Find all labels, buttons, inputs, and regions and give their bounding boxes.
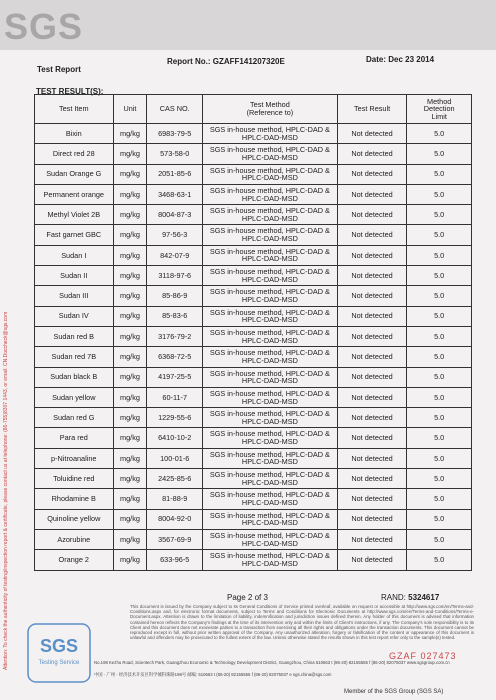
cell-detection-limit: 5.0 bbox=[407, 205, 472, 225]
cell-cas-no: 6983-79-5 bbox=[147, 124, 203, 144]
cell-detection-limit: 5.0 bbox=[407, 326, 472, 346]
cell-test-result: Not detected bbox=[337, 266, 407, 286]
cell-cas-no: 2051-85-6 bbox=[147, 164, 203, 184]
table-row bbox=[35, 326, 472, 346]
cell-test-result: Not detected bbox=[337, 326, 407, 346]
cell-test-method: SGS in-house method, HPLC-DAD & HPLC-DAD-MSD bbox=[203, 205, 338, 225]
cell-cas-no: 97-56-3 bbox=[147, 225, 203, 245]
page-number: Page 2 of 3 bbox=[227, 593, 268, 602]
serial-number: GZAF 027473 bbox=[389, 651, 457, 661]
cell-test-item: Sudan IV bbox=[35, 306, 114, 326]
cell-cas-no: 4197-25-5 bbox=[147, 367, 203, 387]
cell-test-result: Not detected bbox=[337, 428, 407, 448]
cell-detection-limit: 5.0 bbox=[407, 347, 472, 367]
cell-detection-limit: 5.0 bbox=[407, 367, 472, 387]
cell-detection-limit: 5.0 bbox=[407, 164, 472, 184]
cell-unit: mg/kg bbox=[113, 347, 147, 367]
cell-detection-limit: 5.0 bbox=[407, 124, 472, 144]
table-body bbox=[35, 124, 472, 571]
cell-test-method: SGS in-house method, HPLC-DAD & HPLC-DAD-MSD bbox=[203, 164, 338, 184]
cell-unit: mg/kg bbox=[113, 205, 147, 225]
table-row bbox=[35, 469, 472, 489]
cell-test-method: SGS in-house method, HPLC-DAD & HPLC-DAD-MSD bbox=[203, 408, 338, 428]
results-title: TEST RESULT(S): bbox=[36, 87, 104, 96]
cell-test-result: Not detected bbox=[337, 367, 407, 387]
cell-test-result: Not detected bbox=[337, 306, 407, 326]
cell-test-method: SGS in-house method, HPLC-DAD & HPLC-DAD-MSD bbox=[203, 469, 338, 489]
report-date: Date: Dec 23 2014 bbox=[366, 55, 435, 64]
cell-unit: mg/kg bbox=[113, 550, 147, 570]
cell-test-result: Not detected bbox=[337, 408, 407, 428]
cell-unit: mg/kg bbox=[113, 266, 147, 286]
cell-cas-no: 6368-72-5 bbox=[147, 347, 203, 367]
cell-test-method: SGS in-house method, HPLC-DAD & HPLC-DAD-MSD bbox=[203, 306, 338, 326]
cell-detection-limit: 5.0 bbox=[407, 245, 472, 265]
cell-test-result: Not detected bbox=[337, 469, 407, 489]
member-note: Member of the SGS Group (SGS SA) bbox=[344, 689, 444, 695]
cell-test-item: Toluidine red bbox=[35, 469, 114, 489]
cell-test-method: SGS in-house method, HPLC-DAD & HPLC-DAD-MSD bbox=[203, 347, 338, 367]
cell-unit: mg/kg bbox=[113, 469, 147, 489]
table-row bbox=[35, 286, 472, 306]
table-row bbox=[35, 266, 472, 286]
cell-unit: mg/kg bbox=[113, 367, 147, 387]
cell-test-result: Not detected bbox=[337, 509, 407, 529]
seal-label: Testing Service bbox=[38, 660, 80, 666]
cell-test-result: Not detected bbox=[337, 245, 407, 265]
cell-test-item: Sudan Orange G bbox=[35, 164, 114, 184]
cell-test-item: Direct red 28 bbox=[35, 144, 114, 164]
cell-test-method: SGS in-house method, HPLC-DAD & HPLC-DAD-MSD bbox=[203, 428, 338, 448]
cell-test-method: SGS in-house method, HPLC-DAD & HPLC-DAD-MSD bbox=[203, 550, 338, 570]
table-row bbox=[35, 164, 472, 184]
results-table bbox=[34, 94, 472, 571]
header-test-method: Test Method (Reference to) bbox=[203, 95, 338, 124]
cell-cas-no: 573-58-0 bbox=[147, 144, 203, 164]
cell-detection-limit: 5.0 bbox=[407, 266, 472, 286]
cell-cas-no: 3567-69-9 bbox=[147, 529, 203, 549]
cell-test-item: Fast garnet GBC bbox=[35, 225, 114, 245]
cell-cas-no: 2425-85-6 bbox=[147, 469, 203, 489]
cell-detection-limit: 5.0 bbox=[407, 387, 472, 407]
cell-test-method: SGS in-house method, HPLC-DAD & HPLC-DAD-MSD bbox=[203, 367, 338, 387]
cell-test-item: Sudan red 7B bbox=[35, 347, 114, 367]
cell-unit: mg/kg bbox=[113, 184, 147, 204]
cell-test-method: SGS in-house method, HPLC-DAD & HPLC-DAD-MSD bbox=[203, 326, 338, 346]
cell-detection-limit: 5.0 bbox=[407, 144, 472, 164]
cell-test-method: SGS in-house method, HPLC-DAD & HPLC-DAD-MSD bbox=[203, 266, 338, 286]
cell-unit: mg/kg bbox=[113, 286, 147, 306]
cell-cas-no: 85-83-6 bbox=[147, 306, 203, 326]
cell-unit: mg/kg bbox=[113, 529, 147, 549]
rand-code bbox=[381, 593, 439, 602]
cell-test-item: p-Nitroanaline bbox=[35, 448, 114, 468]
cell-test-result: Not detected bbox=[337, 164, 407, 184]
header-unit: Unit bbox=[113, 95, 147, 124]
cell-cas-no: 842-07-9 bbox=[147, 245, 203, 265]
table-row bbox=[35, 184, 472, 204]
cell-test-item: Sudan I bbox=[35, 245, 114, 265]
cell-test-item: Sudan II bbox=[35, 266, 114, 286]
cell-test-result: Not detected bbox=[337, 144, 407, 164]
cell-cas-no: 8004-87-3 bbox=[147, 205, 203, 225]
cell-detection-limit: 5.0 bbox=[407, 306, 472, 326]
test-report-label: Test Report bbox=[37, 65, 81, 74]
report-number: Report No.: GZAFF141207320E bbox=[167, 57, 285, 66]
cell-unit: mg/kg bbox=[113, 326, 147, 346]
table-header-row bbox=[35, 95, 472, 124]
table-row bbox=[35, 245, 472, 265]
header-test-result: Test Result bbox=[337, 95, 407, 124]
table-row bbox=[35, 428, 472, 448]
address-english: No.198 Kezhu Road, Scientech Park, Guangzhou Economic & Technology Development District, Guangzhou, China 510663 t (86-20) 82155555 f (86-20) 82075037 www.sgsgroup.com.cn bbox=[94, 660, 450, 665]
cell-detection-limit: 5.0 bbox=[407, 550, 472, 570]
cell-test-item: Quinoline yellow bbox=[35, 509, 114, 529]
cell-test-result: Not detected bbox=[337, 529, 407, 549]
cell-test-item: Rhodamine B bbox=[35, 489, 114, 509]
cell-test-result: Not detected bbox=[337, 286, 407, 306]
table-row bbox=[35, 124, 472, 144]
table-row bbox=[35, 489, 472, 509]
cell-detection-limit: 5.0 bbox=[407, 489, 472, 509]
cell-test-method: SGS in-house method, HPLC-DAD & HPLC-DAD-MSD bbox=[203, 529, 338, 549]
authenticity-note: Attention: To check the authenticity of testing/inspection report & certificate, please contact us at telephone: (86-755)8307 1443, or email: CN.Doccheck@sgs.com bbox=[3, 311, 9, 670]
cell-test-method: SGS in-house method, HPLC-DAD & HPLC-DAD-MSD bbox=[203, 489, 338, 509]
cell-cas-no: 6410-10-2 bbox=[147, 428, 203, 448]
cell-unit: mg/kg bbox=[113, 124, 147, 144]
cell-test-result: Not detected bbox=[337, 225, 407, 245]
cell-test-result: Not detected bbox=[337, 489, 407, 509]
table-row bbox=[35, 448, 472, 468]
cell-cas-no: 100-01-6 bbox=[147, 448, 203, 468]
svg-text:SGS: SGS bbox=[4, 6, 84, 46]
cell-cas-no: 1229-55-6 bbox=[147, 408, 203, 428]
cell-unit: mg/kg bbox=[113, 245, 147, 265]
cell-detection-limit: 5.0 bbox=[407, 428, 472, 448]
cell-test-method: SGS in-house method, HPLC-DAD & HPLC-DAD-MSD bbox=[203, 184, 338, 204]
cell-test-item: Azorubine bbox=[35, 529, 114, 549]
cell-test-result: Not detected bbox=[337, 387, 407, 407]
cell-detection-limit: 5.0 bbox=[407, 469, 472, 489]
cell-cas-no: 3468-63-1 bbox=[147, 184, 203, 204]
cell-test-result: Not detected bbox=[337, 448, 407, 468]
header-test-item: Test Item bbox=[35, 95, 114, 124]
table-row bbox=[35, 367, 472, 387]
cell-unit: mg/kg bbox=[113, 448, 147, 468]
rand-label: RAND: bbox=[381, 593, 406, 602]
cell-test-result: Not detected bbox=[337, 347, 407, 367]
table-row bbox=[35, 550, 472, 570]
cell-unit: mg/kg bbox=[113, 225, 147, 245]
table-row bbox=[35, 347, 472, 367]
table-row bbox=[35, 225, 472, 245]
cell-test-item: Bixin bbox=[35, 124, 114, 144]
seal-logo: SGS bbox=[39, 636, 79, 656]
cell-test-item: Sudan yellow bbox=[35, 387, 114, 407]
cell-cas-no: 85-86-9 bbox=[147, 286, 203, 306]
table-row bbox=[35, 509, 472, 529]
table-row bbox=[35, 205, 472, 225]
cell-unit: mg/kg bbox=[113, 306, 147, 326]
cell-detection-limit: 5.0 bbox=[407, 509, 472, 529]
cell-test-method: SGS in-house method, HPLC-DAD & HPLC-DAD-MSD bbox=[203, 286, 338, 306]
cell-test-item: Para red bbox=[35, 428, 114, 448]
testing-service-seal bbox=[24, 620, 94, 686]
cell-test-item: Sudan black B bbox=[35, 367, 114, 387]
cell-test-method: SGS in-house method, HPLC-DAD & HPLC-DAD-MSD bbox=[203, 124, 338, 144]
header-detection-limit: Method Detection Limit bbox=[407, 95, 472, 124]
cell-test-method: SGS in-house method, HPLC-DAD & HPLC-DAD-MSD bbox=[203, 144, 338, 164]
cell-test-method: SGS in-house method, HPLC-DAD & HPLC-DAD-MSD bbox=[203, 509, 338, 529]
footer-terms: This document is issued by the Company subject to its General Conditions of Service printed overleaf, available on request or accessible at http://www.sgs.com/en/Terms-and-Conditions.aspx and, for electronic format documents, subject to Terms and Conditions for Electronic Documents at http://www.sgs.com/en/Terms-and-Conditions/Terms-e-Document.aspx. Attention is drawn to the limitation of liability, indemnification and jurisdiction issues defined therein. Any holder of this document is advised that information contained hereon reflects the Company's findings at the time of its intervention only and within the limits of Client's instructions, if any. The Company's sole responsibility is to its Client and this document does not exonerate parties to a transaction from exercising all their rights and obligations under the transaction documents. This document cannot be reproduced except in full, without prior written approval of the Company. Any unauthorized alteration, forgery or falsification of the content or appearance of this document is unlawful and offenders may be prosecuted to the fullest extent of the law. Unless otherwise stated the results shown in this test report refer only to the sample(s) tested. bbox=[130, 604, 474, 641]
address-chinese: 中国 · 广州 · 经济技术开发区科学城科珠路198号 邮编: 510663 t (86-20) 82155555 f (86-20) 82075037 e sgs.china@sgs.com bbox=[94, 672, 332, 677]
cell-unit: mg/kg bbox=[113, 509, 147, 529]
table-row bbox=[35, 306, 472, 326]
cell-test-item: Permanent orange bbox=[35, 184, 114, 204]
cell-test-result: Not detected bbox=[337, 550, 407, 570]
cell-detection-limit: 5.0 bbox=[407, 286, 472, 306]
cell-cas-no: 8004-92-0 bbox=[147, 509, 203, 529]
cell-test-item: Sudan red G bbox=[35, 408, 114, 428]
rand-value: 5324617 bbox=[408, 593, 440, 602]
cell-cas-no: 3118-97-6 bbox=[147, 266, 203, 286]
cell-test-item: Methyl Violet 2B bbox=[35, 205, 114, 225]
cell-cas-no: 60-11-7 bbox=[147, 387, 203, 407]
cell-cas-no: 633-96-5 bbox=[147, 550, 203, 570]
table-row bbox=[35, 144, 472, 164]
cell-unit: mg/kg bbox=[113, 428, 147, 448]
table-row bbox=[35, 408, 472, 428]
cell-test-method: SGS in-house method, HPLC-DAD & HPLC-DAD-MSD bbox=[203, 225, 338, 245]
cell-cas-no: 3176-79-2 bbox=[147, 326, 203, 346]
header-cas-no: CAS NO. bbox=[147, 95, 203, 124]
cell-test-method: SGS in-house method, HPLC-DAD & HPLC-DAD-MSD bbox=[203, 448, 338, 468]
cell-test-item: Sudan III bbox=[35, 286, 114, 306]
cell-unit: mg/kg bbox=[113, 164, 147, 184]
cell-test-method: SGS in-house method, HPLC-DAD & HPLC-DAD-MSD bbox=[203, 387, 338, 407]
cell-test-item: Orange 2 bbox=[35, 550, 114, 570]
cell-detection-limit: 5.0 bbox=[407, 529, 472, 549]
cell-unit: mg/kg bbox=[113, 489, 147, 509]
cell-detection-limit: 5.0 bbox=[407, 184, 472, 204]
sgs-logo bbox=[4, 6, 90, 46]
cell-detection-limit: 5.0 bbox=[407, 225, 472, 245]
table-row bbox=[35, 529, 472, 549]
cell-test-item: Sudan red B bbox=[35, 326, 114, 346]
cell-detection-limit: 5.0 bbox=[407, 448, 472, 468]
cell-test-result: Not detected bbox=[337, 205, 407, 225]
cell-unit: mg/kg bbox=[113, 408, 147, 428]
cell-cas-no: 81-88-9 bbox=[147, 489, 203, 509]
cell-test-result: Not detected bbox=[337, 184, 407, 204]
table-row bbox=[35, 387, 472, 407]
cell-test-method: SGS in-house method, HPLC-DAD & HPLC-DAD-MSD bbox=[203, 245, 338, 265]
cell-detection-limit: 5.0 bbox=[407, 408, 472, 428]
cell-test-result: Not detected bbox=[337, 124, 407, 144]
cell-unit: mg/kg bbox=[113, 144, 147, 164]
cell-unit: mg/kg bbox=[113, 387, 147, 407]
